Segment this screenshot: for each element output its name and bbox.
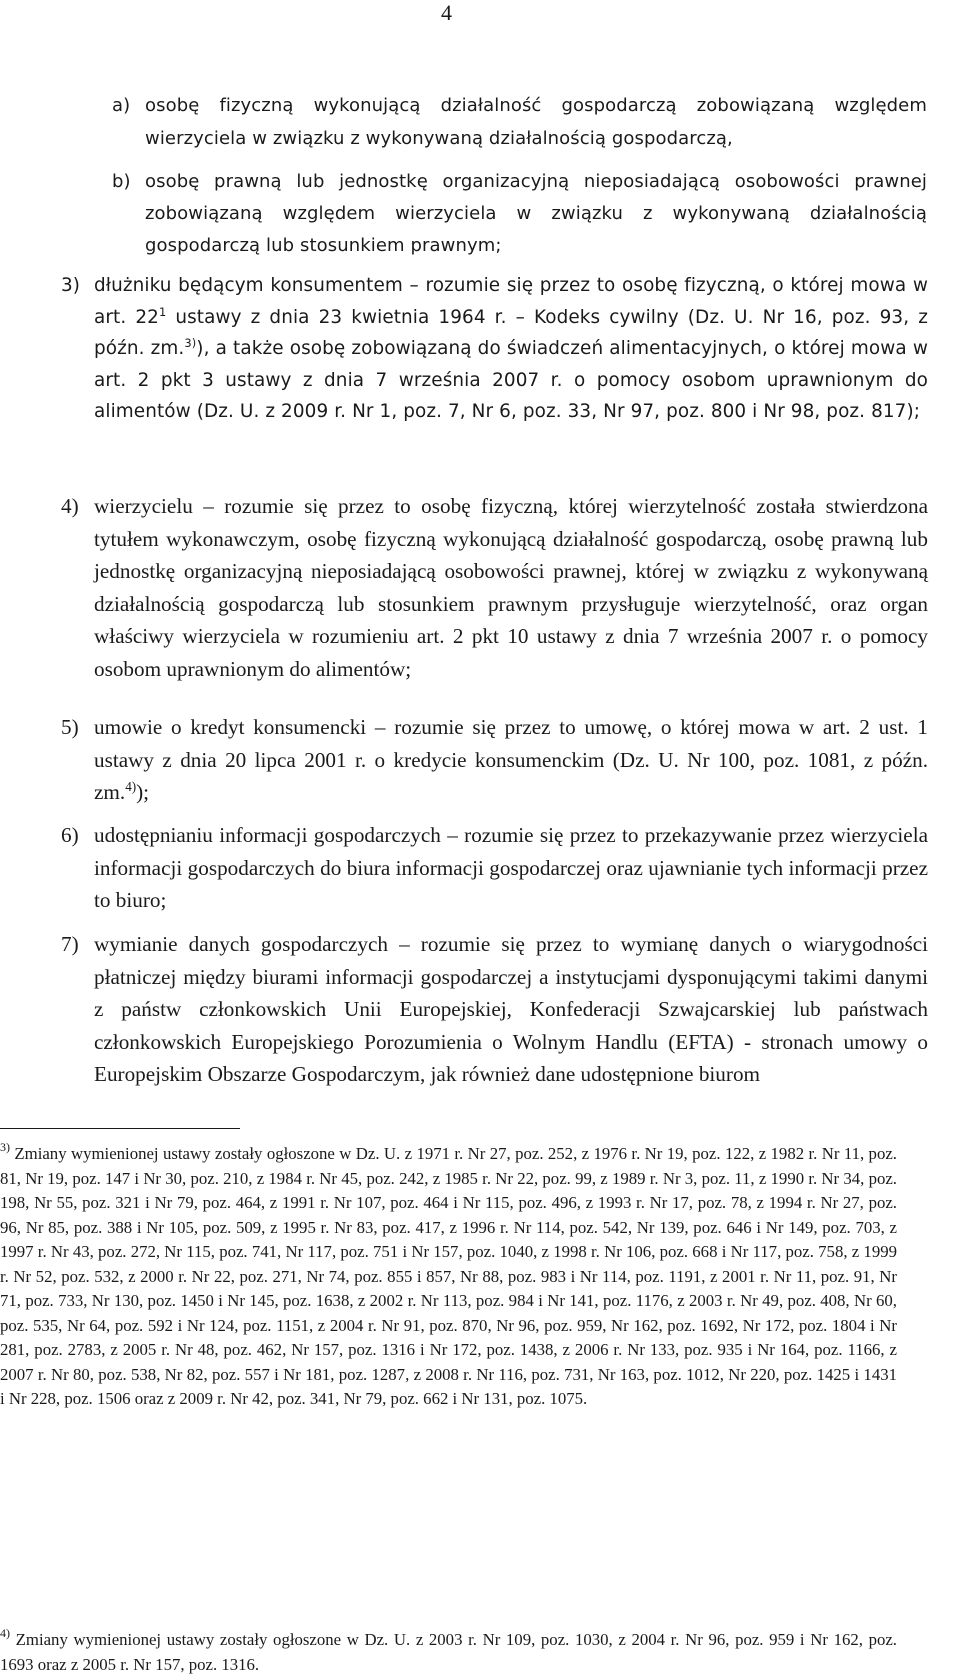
item-text: ), a także osobę zobowiązaną do świadczeń alimentacyjnych, o której mowa w art. 2 pkt 3 ustawy z dnia 7 września 2007 r. o pomocy osobom uprawnionym do alimentów (Dz. U. z 2009 r. Nr 1, poz. 7, Nr 6, poz. 33, Nr 97, poz. 800 i Nr 98, poz. 817);	[94, 338, 928, 422]
item-text: umowie o kredyt konsumencki – rozumie się przez to umowę, o której mowa w art. 2 ust. 1 ustawy z dnia 20 lipca 2001 r. o kredycie konsumenckim (Dz. U. Nr 100, poz. 1081, z późn. zm.	[94, 715, 928, 804]
superscript: 1	[158, 304, 167, 319]
item-label: 3)	[61, 275, 81, 296]
item-text: ustawy z dnia 23 kwietnia 1964 r. – Kodeks cywilny (Dz. U. Nr 16, poz. 93, z późn. zm.	[94, 306, 928, 359]
item-label: b)	[112, 171, 131, 192]
list-item-6	[61, 819, 928, 917]
footnote-separator	[0, 1128, 240, 1129]
page-number: 4	[441, 0, 452, 25]
footnote-mark: 3)	[0, 1140, 10, 1154]
item-label: a)	[112, 95, 131, 116]
footnote-text: Zmiany wymienionej ustawy zostały ogłoszone w Dz. U. z 2003 r. Nr 109, poz. 1030, z 2004 r. Nr 96, poz. 959 i Nr 162, poz. 1693 oraz z 2005 r. Nr 157, poz. 1316.	[0, 1630, 897, 1674]
item-label: 5)	[61, 715, 79, 739]
list-item-7	[61, 928, 928, 1091]
item-text: wierzycielu – rozumie się przez to osobę fizyczną, której wierzytelność została stwierdzona tytułem wykonawczym, osobę fizyczną wykonującą działalność gospodarczą, osobę prawną lub jednostkę organizacyjną nieposiadającą osobowości prawnej, której w związku z wykonywaną działalnością gospodarczą lub stosunkiem prawnym przysługuje wierzytelność, oraz organ właściwy wierzyciela w rozumieniu art. 2 pkt 10 ustawy z dnia 7 września 2007 r. o pomocy osobom uprawnionym do alimentów;	[94, 494, 928, 681]
footnote-3	[0, 1142, 897, 1412]
list-item-a	[112, 89, 927, 155]
footnote-reference: 3)	[184, 335, 197, 350]
item-text: wymianie danych gospodarczych – rozumie się przez to wymianę danych o wiarygodności płatniczej między biurami informacji gospodarczej a instytucjami dysponującymi takimi danymi z państw członkowskich Unii Europejskiej, Konfederacji Szwajcarskiej lub państwach członkowskich Europejskiego Porozumienia o Wolnym Handlu (EFTA) - stronach umowy o Europejskim Obszarze Gospodarczym, jak również dane udostępnione biurom	[94, 932, 928, 1086]
item-text: udostępnianiu informacji gospodarczych – rozumie się przez to przekazywanie przez wierzyciela informacji gospodarczych do biura informacji gospodarczej oraz ujawnianie tych informacji przez to biuro;	[94, 823, 928, 912]
item-label: 4)	[61, 494, 79, 518]
item-label: 6)	[61, 823, 79, 847]
list-item-b	[112, 166, 927, 262]
list-item-5	[61, 711, 928, 809]
footnote-reference: 4)	[125, 778, 137, 794]
list-item-3	[61, 270, 928, 428]
item-text: osobę fizyczną wykonującą działalność gospodarczą zobowiązaną względem wierzyciela w związku z wykonywaną działalnością gospodarczą,	[145, 95, 927, 149]
item-label: 7)	[61, 932, 79, 956]
item-text: );	[136, 780, 150, 804]
footnote-4	[0, 1628, 897, 1677]
footnote-mark: 4)	[0, 1626, 10, 1640]
list-item-4	[61, 490, 928, 685]
item-text: dłużniku będącym konsumentem – rozumie się przez to osobę fizyczną, o której mowa w art. 22	[94, 275, 928, 328]
item-text: osobę prawną lub jednostkę organizacyjną nieposiadającą osobowości prawnej zobowiązaną względem wierzyciela w związku z wykonywaną działalnością gospodarczą lub stosunkiem prawnym;	[145, 171, 927, 256]
footnote-text: Zmiany wymienionej ustawy zostały ogłoszone w Dz. U. z 1971 r. Nr 27, poz. 252, z 1976 r. Nr 19, poz. 122, z 1982 r. Nr 11, poz. 81, Nr 19, poz. 147 i Nr 30, poz. 210, z 1984 r. Nr 45, poz. 242, z 1985 r. Nr 22, poz. 99, z 1989 r. Nr 3, poz. 11, z 1990 r. Nr 34, poz. 198, Nr 55, poz. 321 i Nr 79, poz. 464, z 1991 r. Nr 107, poz. 464 i Nr 115, poz. 496, z 1993 r. Nr 17, poz. 78, z 1994 r. Nr 27, poz. 96, Nr 85, poz. 388 i Nr 105, poz. 509, z 1995 r. Nr 83, poz. 417, z 1996 r. Nr 114, poz. 542, Nr 139, poz. 646 i Nr 149, poz. 703, z 1997 r. Nr 43, poz. 272, Nr 115, poz. 741, Nr 117, poz. 751 i Nr 157, poz. 1040, z 1998 r. Nr 106, poz. 668 i Nr 117, poz. 758, z 1999 r. Nr 52, poz. 532, z 2000 r. Nr 22, poz. 271, Nr 74, poz. 855 i 857, Nr 88, poz. 983 i Nr 114, poz. 1191, z 2001 r. Nr 11, poz. 91, Nr 71, poz. 733, Nr 130, poz. 1450 i Nr 145, poz. 1638, z 2002 r. Nr 113, poz. 984 i Nr 141, poz. 1176, z 2003 r. Nr 49, poz. 408, Nr 60, poz. 535, Nr 64, poz. 592 i Nr 124, poz. 1151, z 2004 r. Nr 91, poz. 870, Nr 96, poz. 959, Nr 162, poz. 1692, Nr 172, poz. 1804 i Nr 281, poz. 2783, z 2005 r. Nr 48, poz. 462, Nr 157, poz. 1316 i Nr 172, poz. 1438, z 2006 r. Nr 133, poz. 935 i Nr 164, poz. 1166, z 2007 r. Nr 80, poz. 538, Nr 82, poz. 557 i Nr 181, poz. 1287, z 2008 r. Nr 116, poz. 731, Nr 163, poz. 1012, Nr 220, poz. 1425 i 1431 i Nr 228, poz. 1506 oraz z 2009 r. Nr 42, poz. 341, Nr 79, poz. 662 i Nr 131, poz. 1075.	[0, 1144, 897, 1408]
